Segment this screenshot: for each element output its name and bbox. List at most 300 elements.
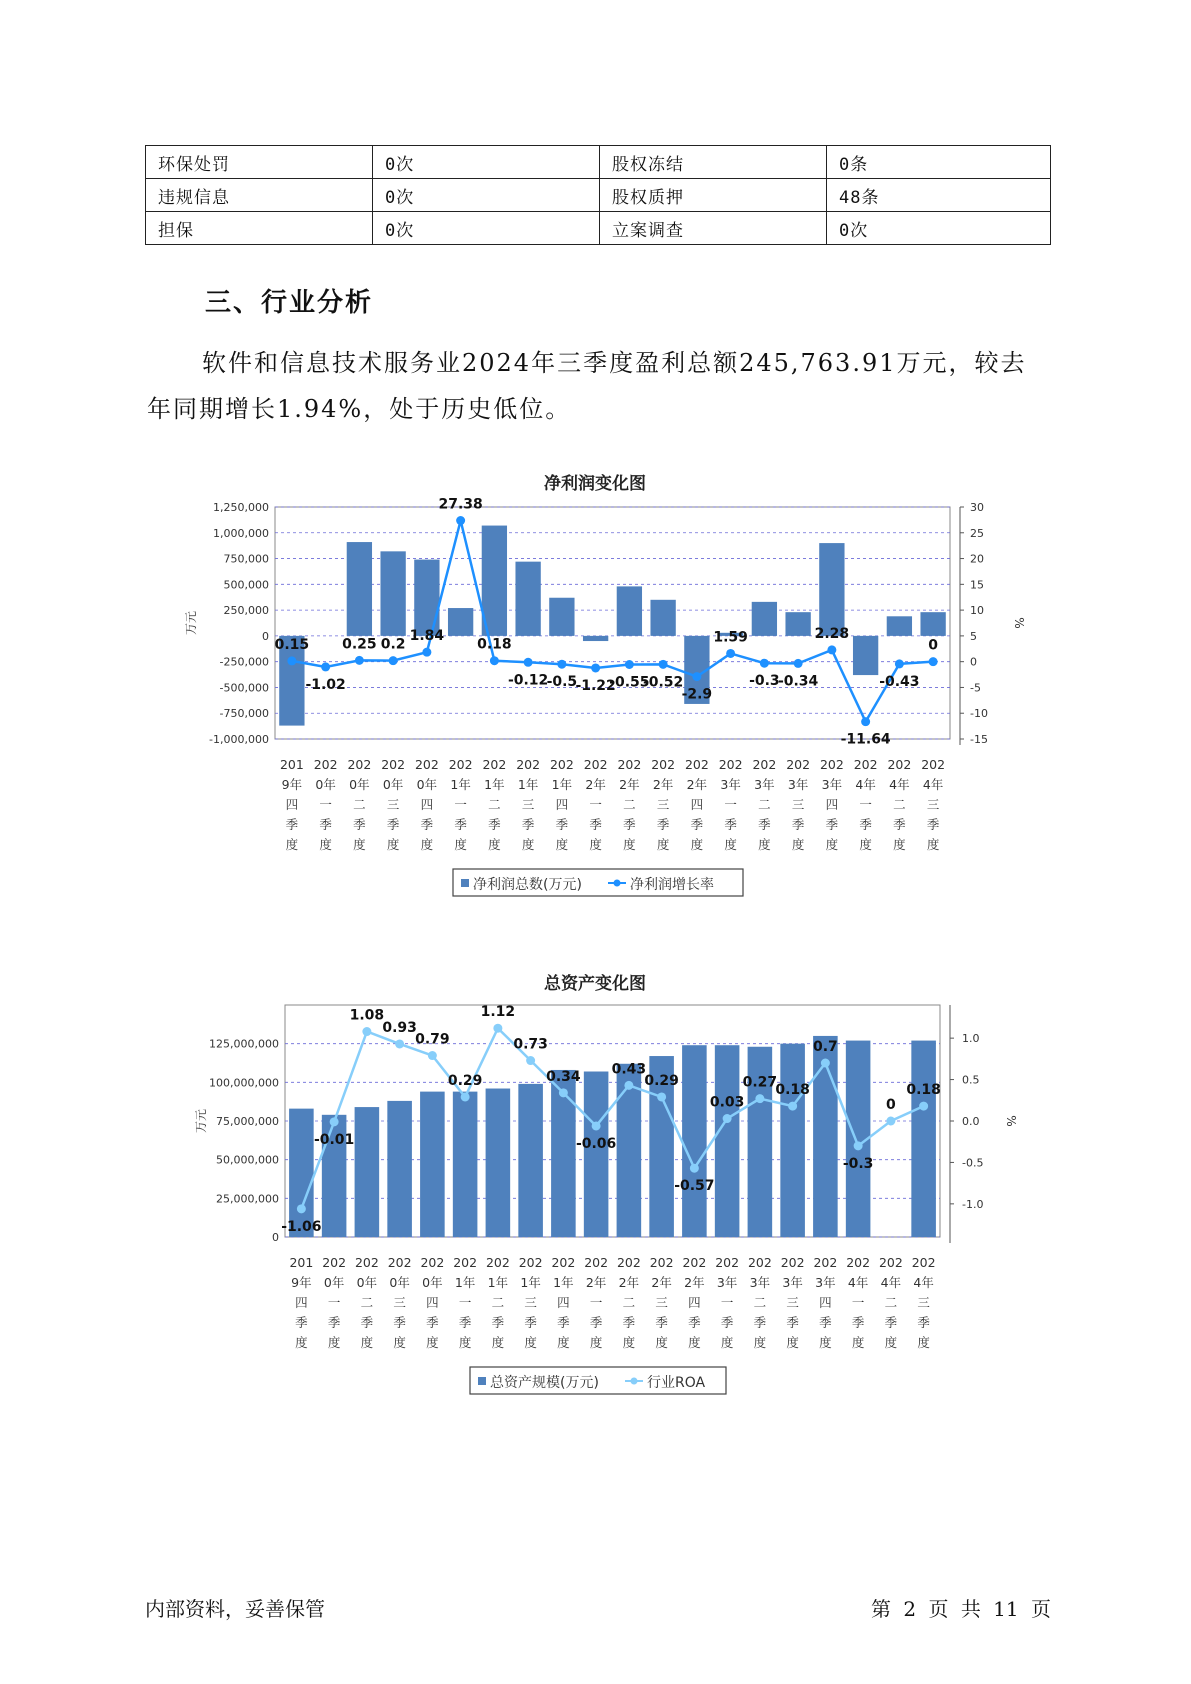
x-tick-label: 3年 bbox=[821, 777, 843, 792]
bar bbox=[387, 1101, 412, 1237]
line-point bbox=[794, 659, 803, 668]
line-point bbox=[524, 658, 533, 667]
x-tick-label: 度 bbox=[623, 837, 636, 852]
table-value-cell: 48条 bbox=[827, 179, 1051, 212]
x-tick-label: 0年 bbox=[315, 777, 336, 792]
x-tick-label: 四 bbox=[690, 797, 704, 812]
bar bbox=[715, 1045, 740, 1237]
x-tick-label: 度 bbox=[917, 1335, 930, 1350]
data-label: -11.64 bbox=[840, 731, 891, 748]
x-tick-label: 度 bbox=[690, 837, 704, 852]
x-tick-label: 201 bbox=[289, 1255, 314, 1270]
line-point bbox=[422, 648, 431, 657]
line-point bbox=[895, 659, 904, 668]
bar bbox=[549, 598, 574, 636]
data-label: -0.55 bbox=[609, 674, 650, 691]
y-tick-label: 50,000,000 bbox=[216, 1153, 279, 1167]
table-label-cell: 立案调查 bbox=[600, 212, 827, 245]
x-tick-label: 季 bbox=[926, 817, 940, 832]
x-tick-label: 三 bbox=[524, 1295, 537, 1310]
bar bbox=[380, 551, 405, 636]
x-tick-label: 202 bbox=[414, 757, 439, 772]
x-tick-label: 季 bbox=[655, 1315, 668, 1330]
x-tick-label: 度 bbox=[893, 837, 906, 852]
x-tick-label: 季 bbox=[859, 817, 872, 832]
table-row bbox=[146, 146, 1051, 179]
line-point bbox=[456, 516, 465, 525]
x-tick-label: 三 bbox=[926, 797, 940, 812]
line-point bbox=[657, 1092, 666, 1101]
data-label: -1.06 bbox=[281, 1218, 322, 1235]
x-tick-label: 度 bbox=[724, 837, 737, 852]
x-tick-label: 度 bbox=[458, 1335, 472, 1350]
x-tick-label: 二 bbox=[488, 797, 501, 812]
line-point bbox=[297, 1204, 306, 1213]
x-tick-label: 202 bbox=[813, 1255, 838, 1270]
x-tick-label: 季 bbox=[720, 1315, 734, 1330]
bar bbox=[853, 636, 878, 675]
x-tick-label: 4年 bbox=[889, 777, 910, 792]
bar bbox=[780, 1044, 805, 1237]
x-tick-label: 0年 bbox=[389, 1275, 410, 1290]
y-tick-label: -750,000 bbox=[219, 707, 269, 721]
table-value-cell: 0次 bbox=[373, 212, 600, 245]
data-label: -0.5 bbox=[546, 674, 578, 691]
x-tick-label: 季 bbox=[521, 817, 535, 832]
y2-tick-label: 0.5 bbox=[962, 1073, 980, 1087]
x-tick-label: 202 bbox=[516, 757, 541, 772]
x-tick-label: 202 bbox=[786, 757, 811, 772]
x-tick-label: 度 bbox=[524, 1335, 537, 1350]
x-tick-label: 202 bbox=[921, 757, 946, 772]
x-tick-label: 季 bbox=[319, 817, 332, 832]
x-tick-label: 0年 bbox=[416, 777, 438, 792]
x-tick-label: 季 bbox=[327, 1315, 341, 1330]
x-tick-label: 度 bbox=[859, 837, 872, 852]
data-label: -0.12 bbox=[507, 672, 549, 689]
x-tick-label: 季 bbox=[622, 1315, 636, 1330]
data-label: 2.28 bbox=[814, 625, 850, 642]
bar bbox=[420, 1092, 445, 1237]
y-tick-label: 25,000,000 bbox=[216, 1192, 279, 1206]
line-point bbox=[723, 1114, 732, 1123]
footer-page-number: 第 2 页 共 11 页 bbox=[871, 1597, 1051, 1621]
x-tick-label: 度 bbox=[655, 1335, 668, 1350]
x-tick-label: 202 bbox=[846, 1255, 871, 1270]
x-tick-label: 三 bbox=[386, 797, 400, 812]
x-tick-label: 202 bbox=[347, 757, 372, 772]
x-tick-label: 202 bbox=[453, 1255, 478, 1270]
x-tick-label: 季 bbox=[786, 1315, 799, 1330]
line-point bbox=[362, 1027, 371, 1036]
data-label: -0.57 bbox=[674, 1178, 715, 1195]
x-tick-label: 202 bbox=[482, 757, 507, 772]
line-point bbox=[395, 1039, 404, 1048]
x-tick-label: 度 bbox=[521, 837, 535, 852]
x-tick-label: 度 bbox=[825, 837, 839, 852]
data-label: -0.01 bbox=[313, 1131, 355, 1148]
x-tick-label: 202 bbox=[651, 757, 676, 772]
x-tick-label: 度 bbox=[926, 837, 940, 852]
bar bbox=[584, 1072, 609, 1237]
table-value-cell: 0条 bbox=[827, 146, 1051, 179]
table-label-cell: 股权冻结 bbox=[600, 146, 827, 179]
x-tick-label: 季 bbox=[353, 817, 366, 832]
data-label: 0.18 bbox=[477, 636, 512, 653]
data-label: -0.06 bbox=[575, 1135, 617, 1152]
net-profit-chart bbox=[0, 455, 1191, 915]
x-tick-label: 3年 bbox=[815, 1275, 836, 1290]
x-tick-label: 1年 bbox=[517, 777, 539, 792]
x-tick-label: 度 bbox=[488, 837, 501, 852]
data-label: 1.08 bbox=[349, 1007, 385, 1024]
x-tick-label: 3年 bbox=[754, 777, 775, 792]
legend-bar-label: 总资产规模(万元) bbox=[490, 1375, 599, 1391]
x-tick-label: 202 bbox=[420, 1255, 445, 1270]
x-tick-label: 202 bbox=[878, 1255, 903, 1270]
y2-axis-label: % bbox=[1012, 617, 1026, 629]
table-value-cell: 0次 bbox=[373, 179, 600, 212]
x-tick-label: 度 bbox=[884, 1335, 898, 1350]
x-tick-label: 度 bbox=[285, 837, 299, 852]
footer-confidential: 内部资料，妥善保管 bbox=[145, 1597, 325, 1621]
line-point bbox=[389, 656, 398, 665]
x-tick-label: 一 bbox=[589, 1295, 603, 1310]
x-tick-label: 202 bbox=[649, 1255, 674, 1270]
x-tick-label: 二 bbox=[491, 1295, 505, 1310]
data-label: -0.3 bbox=[842, 1155, 874, 1172]
data-label: -0.34 bbox=[777, 673, 819, 690]
x-tick-label: 1年 bbox=[487, 1275, 509, 1290]
y2-tick-label: 20 bbox=[970, 552, 984, 566]
y-tick-label: 125,000,000 bbox=[209, 1037, 279, 1051]
bar bbox=[650, 600, 675, 636]
x-tick-label: 二 bbox=[753, 1295, 767, 1310]
x-tick-label: 季 bbox=[917, 1315, 930, 1330]
x-tick-label: 202 bbox=[617, 757, 642, 772]
line-point bbox=[624, 1081, 633, 1090]
x-tick-label: 四 bbox=[420, 797, 434, 812]
x-tick-label: 度 bbox=[426, 1335, 439, 1350]
y2-tick-label: 0.0 bbox=[962, 1115, 980, 1128]
line-point bbox=[330, 1117, 339, 1126]
bar bbox=[453, 1092, 478, 1237]
x-tick-label: 一 bbox=[859, 797, 872, 812]
x-tick-label: 度 bbox=[851, 1335, 865, 1350]
x-tick-label: 季 bbox=[491, 1315, 505, 1330]
y-axis-label: 万元 bbox=[184, 610, 198, 636]
bar bbox=[752, 602, 777, 636]
y-axis-label: 万元 bbox=[194, 1108, 208, 1134]
line-point bbox=[592, 1121, 601, 1130]
x-tick-label: 季 bbox=[589, 817, 602, 832]
x-tick-label: 度 bbox=[353, 837, 366, 852]
x-tick-label: 202 bbox=[682, 1255, 707, 1270]
y-tick-label: -250,000 bbox=[219, 655, 269, 669]
x-tick-label: 一 bbox=[454, 797, 467, 812]
data-label: 0.18 bbox=[775, 1082, 810, 1099]
x-tick-label: 202 bbox=[718, 757, 743, 772]
x-tick-label: 一 bbox=[327, 1295, 341, 1310]
bar bbox=[414, 560, 439, 636]
x-tick-label: 季 bbox=[825, 817, 839, 832]
x-tick-label: 季 bbox=[488, 817, 501, 832]
x-tick-label: 202 bbox=[715, 1255, 740, 1270]
x-tick-label: 一 bbox=[458, 1295, 472, 1310]
net-profit-chart-svg bbox=[0, 455, 1191, 915]
data-label: 27.38 bbox=[438, 496, 483, 513]
x-tick-label: 季 bbox=[555, 817, 569, 832]
x-tick-label: 季 bbox=[690, 817, 704, 832]
legend-line-label: 净利润增长率 bbox=[630, 877, 714, 893]
x-tick-label: 度 bbox=[622, 1335, 636, 1350]
y-tick-label: 75,000,000 bbox=[216, 1115, 279, 1128]
data-label: -0.43 bbox=[879, 673, 920, 690]
x-tick-label: 4年 bbox=[855, 777, 876, 792]
line-point bbox=[625, 660, 634, 669]
y2-tick-label: 1.0 bbox=[962, 1032, 980, 1046]
y-tick-label: 1,250,000 bbox=[213, 501, 269, 514]
x-tick-label: 一 bbox=[589, 797, 602, 812]
x-tick-label: 季 bbox=[791, 817, 805, 832]
line-point bbox=[321, 662, 330, 671]
x-tick-label: 三 bbox=[917, 1295, 930, 1310]
x-tick-label: 202 bbox=[616, 1255, 641, 1270]
data-label: 0.15 bbox=[274, 636, 310, 653]
data-label: -1.22 bbox=[575, 677, 616, 694]
y-tick-label: -500,000 bbox=[219, 681, 269, 695]
x-tick-label: 度 bbox=[589, 1335, 603, 1350]
x-tick-label: 4年 bbox=[922, 777, 944, 792]
line-point bbox=[287, 656, 296, 665]
x-tick-label: 0年 bbox=[356, 1275, 378, 1290]
legend-line-marker bbox=[614, 880, 621, 887]
data-label: 1.59 bbox=[713, 629, 748, 646]
x-tick-label: 季 bbox=[724, 817, 737, 832]
x-tick-label: 季 bbox=[386, 817, 400, 832]
x-tick-label: 2年 bbox=[585, 777, 606, 792]
data-label: 1.12 bbox=[480, 1004, 516, 1021]
x-tick-label: 季 bbox=[393, 1315, 406, 1330]
x-tick-label: 0年 bbox=[422, 1275, 443, 1290]
x-tick-label: 2年 bbox=[619, 777, 640, 792]
bar bbox=[617, 586, 642, 635]
data-label: -0.52 bbox=[642, 674, 684, 691]
legend-line-marker bbox=[631, 1378, 638, 1385]
x-tick-label: 202 bbox=[887, 757, 912, 772]
x-tick-label: 0年 bbox=[349, 777, 370, 792]
chart-title: 总资产变化图 bbox=[544, 974, 646, 994]
y-tick-label: 1,000,000 bbox=[213, 526, 269, 540]
x-tick-label: 度 bbox=[295, 1335, 308, 1350]
x-tick-label: 202 bbox=[485, 1255, 510, 1270]
x-tick-label: 季 bbox=[819, 1315, 832, 1330]
data-label: -0.3 bbox=[749, 673, 780, 690]
bar bbox=[518, 1084, 543, 1237]
x-tick-label: 度 bbox=[656, 837, 670, 852]
data-label: 0.25 bbox=[342, 636, 377, 653]
data-label: 0.79 bbox=[415, 1031, 450, 1048]
x-tick-label: 202 bbox=[549, 757, 574, 772]
x-tick-label: 一 bbox=[851, 1295, 865, 1310]
line-point bbox=[659, 660, 668, 669]
x-tick-label: 季 bbox=[884, 1315, 898, 1330]
x-tick-label: 四 bbox=[688, 1295, 701, 1310]
legend bbox=[453, 869, 743, 896]
risk-info-table bbox=[145, 145, 1051, 245]
x-tick-label: 3年 bbox=[716, 1275, 738, 1290]
line-point bbox=[760, 659, 769, 668]
data-label: 0.29 bbox=[447, 1072, 483, 1089]
line-point bbox=[919, 1102, 928, 1111]
x-tick-label: 季 bbox=[557, 1315, 570, 1330]
data-label: 1.84 bbox=[409, 628, 445, 645]
data-label: -2.9 bbox=[681, 686, 713, 703]
x-tick-label: 季 bbox=[458, 1315, 472, 1330]
data-label: 0.18 bbox=[906, 1082, 941, 1099]
table-value-cell: 0次 bbox=[373, 146, 600, 179]
y2-tick-label: -15 bbox=[970, 733, 988, 746]
line-point bbox=[526, 1056, 535, 1065]
x-tick-label: 2年 bbox=[652, 777, 674, 792]
plot-area bbox=[275, 507, 950, 739]
y-tick-label: 500,000 bbox=[223, 578, 269, 592]
bar bbox=[682, 1045, 707, 1237]
line-point bbox=[821, 1059, 830, 1068]
x-tick-label: 二 bbox=[360, 1295, 374, 1310]
x-tick-label: 3年 bbox=[782, 1275, 803, 1290]
line-point bbox=[692, 672, 701, 681]
legend-bar-swatch bbox=[461, 879, 469, 887]
x-tick-label: 度 bbox=[819, 1335, 832, 1350]
x-tick-label: 季 bbox=[426, 1315, 439, 1330]
x-tick-label: 202 bbox=[551, 1255, 576, 1270]
x-tick-label: 202 bbox=[911, 1255, 936, 1270]
line-point bbox=[490, 656, 499, 665]
y-tick-label: 100,000,000 bbox=[209, 1076, 279, 1090]
legend-line-label: 行业ROA bbox=[647, 1375, 706, 1391]
x-tick-label: 4年 bbox=[847, 1275, 869, 1290]
data-label: 0.27 bbox=[742, 1074, 778, 1091]
data-label: 0.34 bbox=[546, 1068, 581, 1085]
x-tick-label: 三 bbox=[786, 1295, 799, 1310]
x-tick-label: 度 bbox=[393, 1335, 406, 1350]
data-label: 0.43 bbox=[611, 1061, 647, 1078]
x-tick-label: 一 bbox=[319, 797, 332, 812]
x-tick-label: 202 bbox=[583, 757, 608, 772]
legend-bar-swatch bbox=[478, 1377, 486, 1385]
x-tick-label: 度 bbox=[786, 1335, 799, 1350]
line-point bbox=[591, 663, 600, 672]
x-tick-label: 4年 bbox=[880, 1275, 902, 1290]
x-tick-label: 3年 bbox=[749, 1275, 771, 1290]
line-point bbox=[861, 717, 870, 726]
x-tick-label: 四 bbox=[426, 1295, 439, 1310]
x-tick-label: 4年 bbox=[913, 1275, 934, 1290]
x-tick-label: 度 bbox=[319, 837, 332, 852]
x-tick-label: 一 bbox=[720, 1295, 734, 1310]
x-tick-label: 202 bbox=[747, 1255, 772, 1270]
x-tick-label: 季 bbox=[758, 817, 771, 832]
data-label: 0.03 bbox=[709, 1094, 745, 1111]
line-point bbox=[355, 656, 364, 665]
table-row bbox=[146, 212, 1051, 245]
x-tick-label: 二 bbox=[884, 1295, 898, 1310]
x-tick-label: 季 bbox=[524, 1315, 537, 1330]
table-label-cell: 股权质押 bbox=[600, 179, 827, 212]
bar bbox=[347, 542, 372, 636]
x-tick-label: 度 bbox=[491, 1335, 505, 1350]
y-tick-label: 0 bbox=[272, 1231, 279, 1244]
x-tick-label: 季 bbox=[893, 817, 906, 832]
bar bbox=[887, 616, 912, 636]
x-tick-label: 季 bbox=[623, 817, 636, 832]
x-tick-label: 9年 bbox=[281, 777, 303, 792]
y2-tick-label: 30 bbox=[970, 501, 984, 514]
x-tick-label: 202 bbox=[448, 757, 473, 772]
x-tick-label: 度 bbox=[360, 1335, 374, 1350]
x-tick-label: 四 bbox=[285, 797, 299, 812]
x-tick-label: 四 bbox=[825, 797, 839, 812]
x-tick-label: 度 bbox=[420, 837, 434, 852]
data-label: -1.02 bbox=[305, 676, 346, 693]
x-tick-label: 季 bbox=[656, 817, 670, 832]
x-tick-label: 四 bbox=[557, 1295, 570, 1310]
bar bbox=[448, 608, 473, 636]
x-tick-label: 四 bbox=[295, 1295, 308, 1310]
x-tick-label: 2年 bbox=[585, 1275, 607, 1290]
line-point bbox=[559, 1088, 568, 1097]
line-point bbox=[690, 1164, 699, 1173]
total-assets-chart-svg bbox=[0, 955, 1191, 1415]
x-tick-label: 202 bbox=[780, 1255, 805, 1270]
bar bbox=[355, 1107, 380, 1237]
x-tick-label: 三 bbox=[655, 1295, 668, 1310]
data-label: 0.2 bbox=[380, 636, 406, 653]
x-tick-label: 度 bbox=[720, 1335, 734, 1350]
x-tick-label: 2年 bbox=[686, 777, 708, 792]
x-tick-label: 四 bbox=[819, 1295, 832, 1310]
x-tick-label: 度 bbox=[791, 837, 805, 852]
line-point bbox=[726, 649, 735, 658]
bar bbox=[785, 612, 810, 636]
line-point bbox=[493, 1024, 502, 1033]
x-tick-label: 202 bbox=[322, 1255, 347, 1270]
x-tick-label: 二 bbox=[353, 797, 366, 812]
legend bbox=[470, 1367, 726, 1394]
y2-tick-label: -5 bbox=[970, 681, 981, 695]
total-assets-chart bbox=[0, 955, 1191, 1415]
x-tick-label: 202 bbox=[853, 757, 878, 772]
line-point bbox=[854, 1141, 863, 1150]
y-tick-label: 250,000 bbox=[223, 604, 269, 618]
bar bbox=[486, 1089, 511, 1237]
x-tick-label: 2年 bbox=[651, 1275, 672, 1290]
x-tick-label: 2年 bbox=[618, 1275, 640, 1290]
x-tick-label: 3年 bbox=[720, 777, 741, 792]
chart-title: 净利润变化图 bbox=[544, 474, 646, 494]
line-point bbox=[886, 1117, 895, 1126]
x-tick-label: 202 bbox=[381, 757, 406, 772]
legend-bar-label: 净利润总数(万元) bbox=[473, 877, 582, 893]
x-tick-label: 1年 bbox=[551, 777, 573, 792]
y2-tick-label: -0.5 bbox=[962, 1156, 984, 1170]
x-tick-label: 3年 bbox=[787, 777, 809, 792]
y-tick-label: -1,000,000 bbox=[209, 733, 269, 746]
y2-tick-label: 25 bbox=[970, 526, 984, 540]
x-tick-label: 度 bbox=[589, 837, 602, 852]
x-tick-label: 三 bbox=[521, 797, 535, 812]
